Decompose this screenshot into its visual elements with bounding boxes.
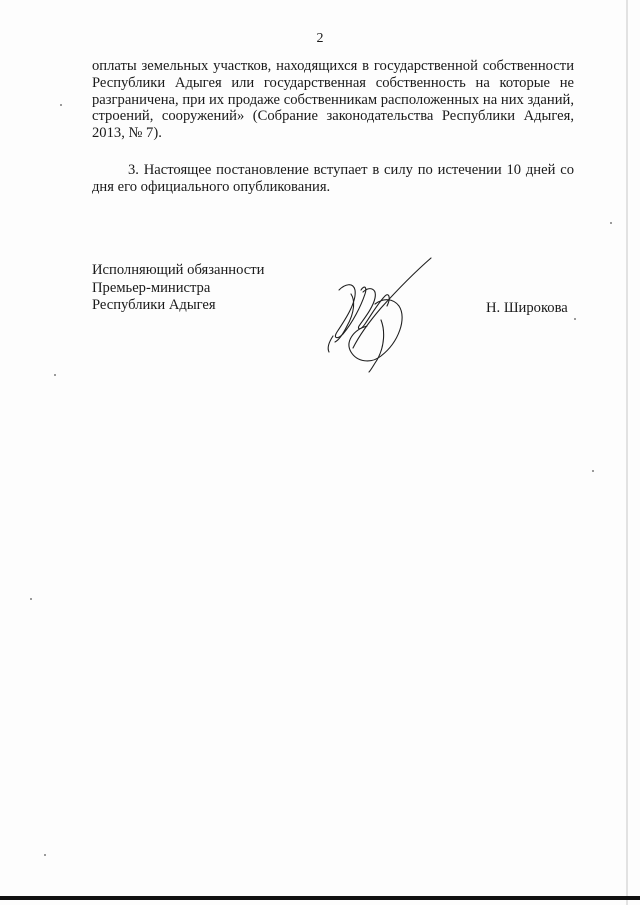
scan-speck — [54, 374, 56, 376]
scan-speck — [30, 598, 32, 600]
scan-edge-right — [626, 0, 628, 905]
signatory-title-line-1: Исполняющий обязанности — [92, 262, 265, 278]
signatory-title — [92, 262, 264, 315]
page-number: 2 — [316, 31, 324, 46]
scan-border-bottom — [0, 896, 640, 900]
paragraph-continuation: оплаты земельных участков, находящихся в государственной собственности Республики Адыгея или государственная собственность на которые не разграничена, при их продаже собственникам расположенных на них зданий, строений, сооружений» (Собрание законодательства Республики Адыгея, 2013, № 7). — [92, 58, 574, 142]
handwritten-signature — [315, 250, 435, 375]
signatory-title-line-3: Республики Адыгея — [92, 297, 216, 313]
signatory-name: Н. Широкова — [486, 300, 568, 316]
scan-speck — [574, 318, 576, 320]
scan-speck — [610, 222, 612, 224]
signatory-title-line-2: Премьер-министра — [92, 279, 211, 296]
paragraph-effective-date: 3. Настоящее постановление вступает в силу по истечении 10 дней со дня его официального опубликования. — [92, 162, 574, 195]
scan-speck — [592, 470, 594, 472]
scan-speck — [44, 854, 46, 856]
scan-speck — [60, 104, 62, 106]
